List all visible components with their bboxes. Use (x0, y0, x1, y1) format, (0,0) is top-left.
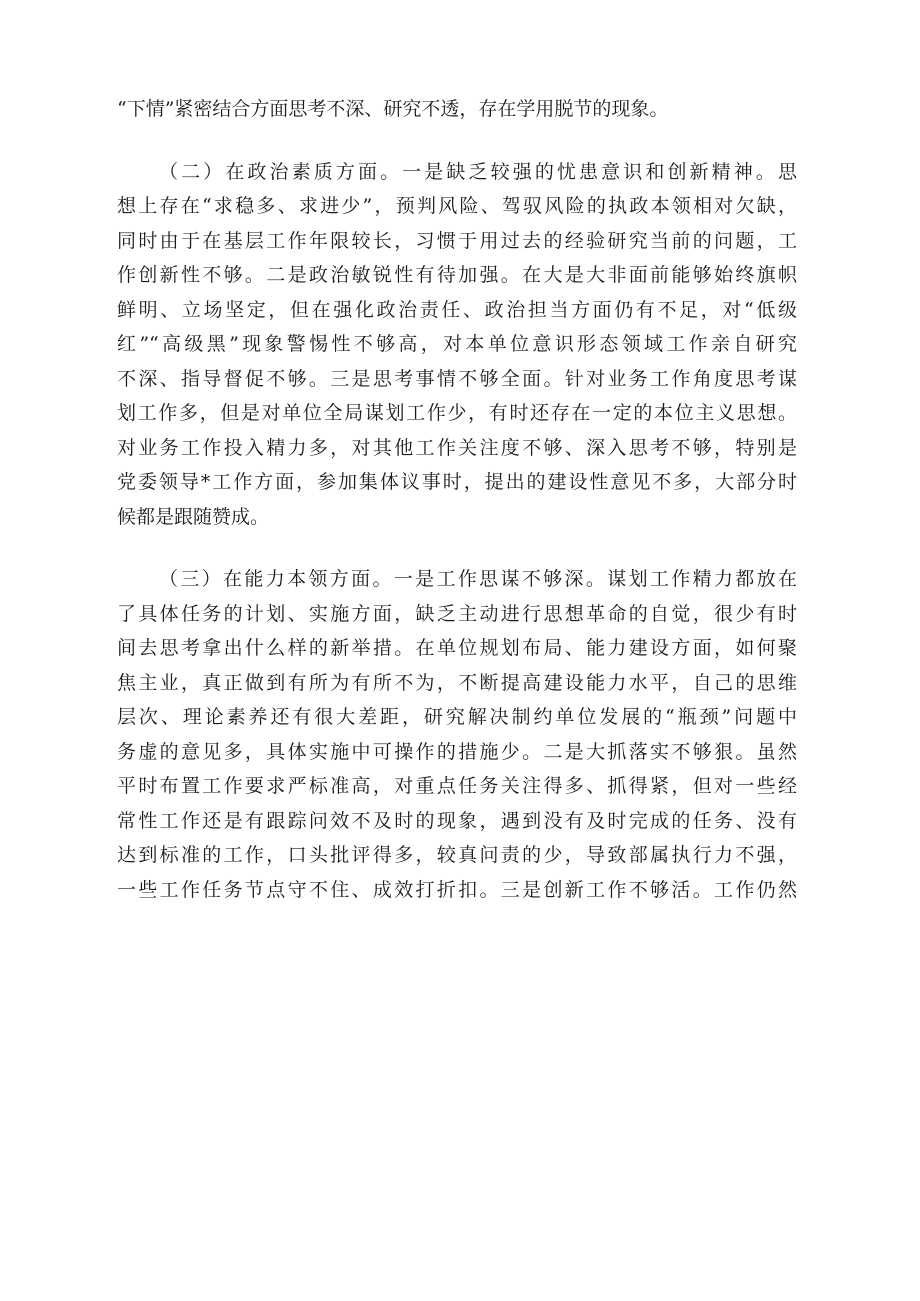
text-line: 候都是跟随赞成。 (117, 505, 270, 528)
text-line: 划工作多，但是对单位全局谋划工作少，有时还存在一定的本位主义思想。 (117, 402, 797, 424)
text-line: 对业务工作投入精力多，对其他工作关注度不够、深入思考不够，特别是 (117, 436, 797, 459)
text-line: 层次、理论素养还有很大差距，研究解决制约单位发展的“瓶颈”问题中 (117, 706, 797, 728)
text-line: 想上存在“求稳多、求进少”，预判风险、驾驭风险的执政本领相对欠缺， (117, 195, 797, 217)
text-line: （二）在政治素质方面。一是缺乏较强的忧患意识和创新精神。思 (159, 160, 797, 183)
text-line: 平时布置工作要求严标准高，对重点任务关注得多、抓得紧，但对一些经 (117, 775, 797, 797)
text-line: 同时由于在基层工作年限较长，习惯于用过去的经验研究当前的问题，工 (117, 229, 797, 252)
text-line: “下情”紧密结合方面思考不深、研究不透，存在学用脱节的现象。 (117, 98, 669, 120)
text-line: 间去思考拿出什么样的新举措。在单位规划布局、能力建设方面，如何聚 (117, 637, 797, 659)
text-line: （三）在能力本领方面。一是工作思谋不够深。谋划工作精力都放在 (159, 568, 797, 590)
text-line: 不深、指导督促不够。三是思考事情不够全面。针对业务工作角度思考谋 (117, 367, 797, 390)
paragraph-continuation (117, 92, 797, 127)
document-body (117, 92, 797, 907)
text-line: 党委领导*工作方面，参加集体议事时，提出的建设性意见不多，大部分时 (117, 471, 797, 493)
text-line: 焦主业，真正做到有所为有所不为，不断提高建设能力水平，自己的思维 (117, 671, 797, 694)
text-line: 鲜明、立场坚定，但在强化政治责任、政治担当方面仍有不足，对“低级 (117, 298, 797, 321)
text-line: 常性工作还是有跟踪问效不及时的现象，遇到没有及时完成的任务、没有 (117, 809, 797, 832)
paragraph-ability (117, 562, 797, 907)
text-line: 务虚的意见多，具体实施中可操作的措施少。二是大抓落实不够狠。虽然 (117, 740, 797, 763)
text-line: 红”“高级黑”现象警惕性不够高，对本单位意识形态领域工作亲自研究 (117, 333, 797, 355)
text-line: 达到标准的工作，口头批评得多，较真问责的少，导致部属执行力不强， (117, 844, 797, 866)
paragraph-political-quality (117, 155, 797, 535)
text-line: 作创新性不够。二是政治敏锐性有待加强。在大是大非面前能够始终旗帜 (117, 264, 797, 286)
text-line: 了具体任务的计划、实施方面，缺乏主动进行思想革命的自觉，很少有时 (117, 602, 797, 625)
text-line: 一些工作任务节点守不住、成效打折扣。三是创新工作不够活。工作仍然 (117, 878, 797, 901)
